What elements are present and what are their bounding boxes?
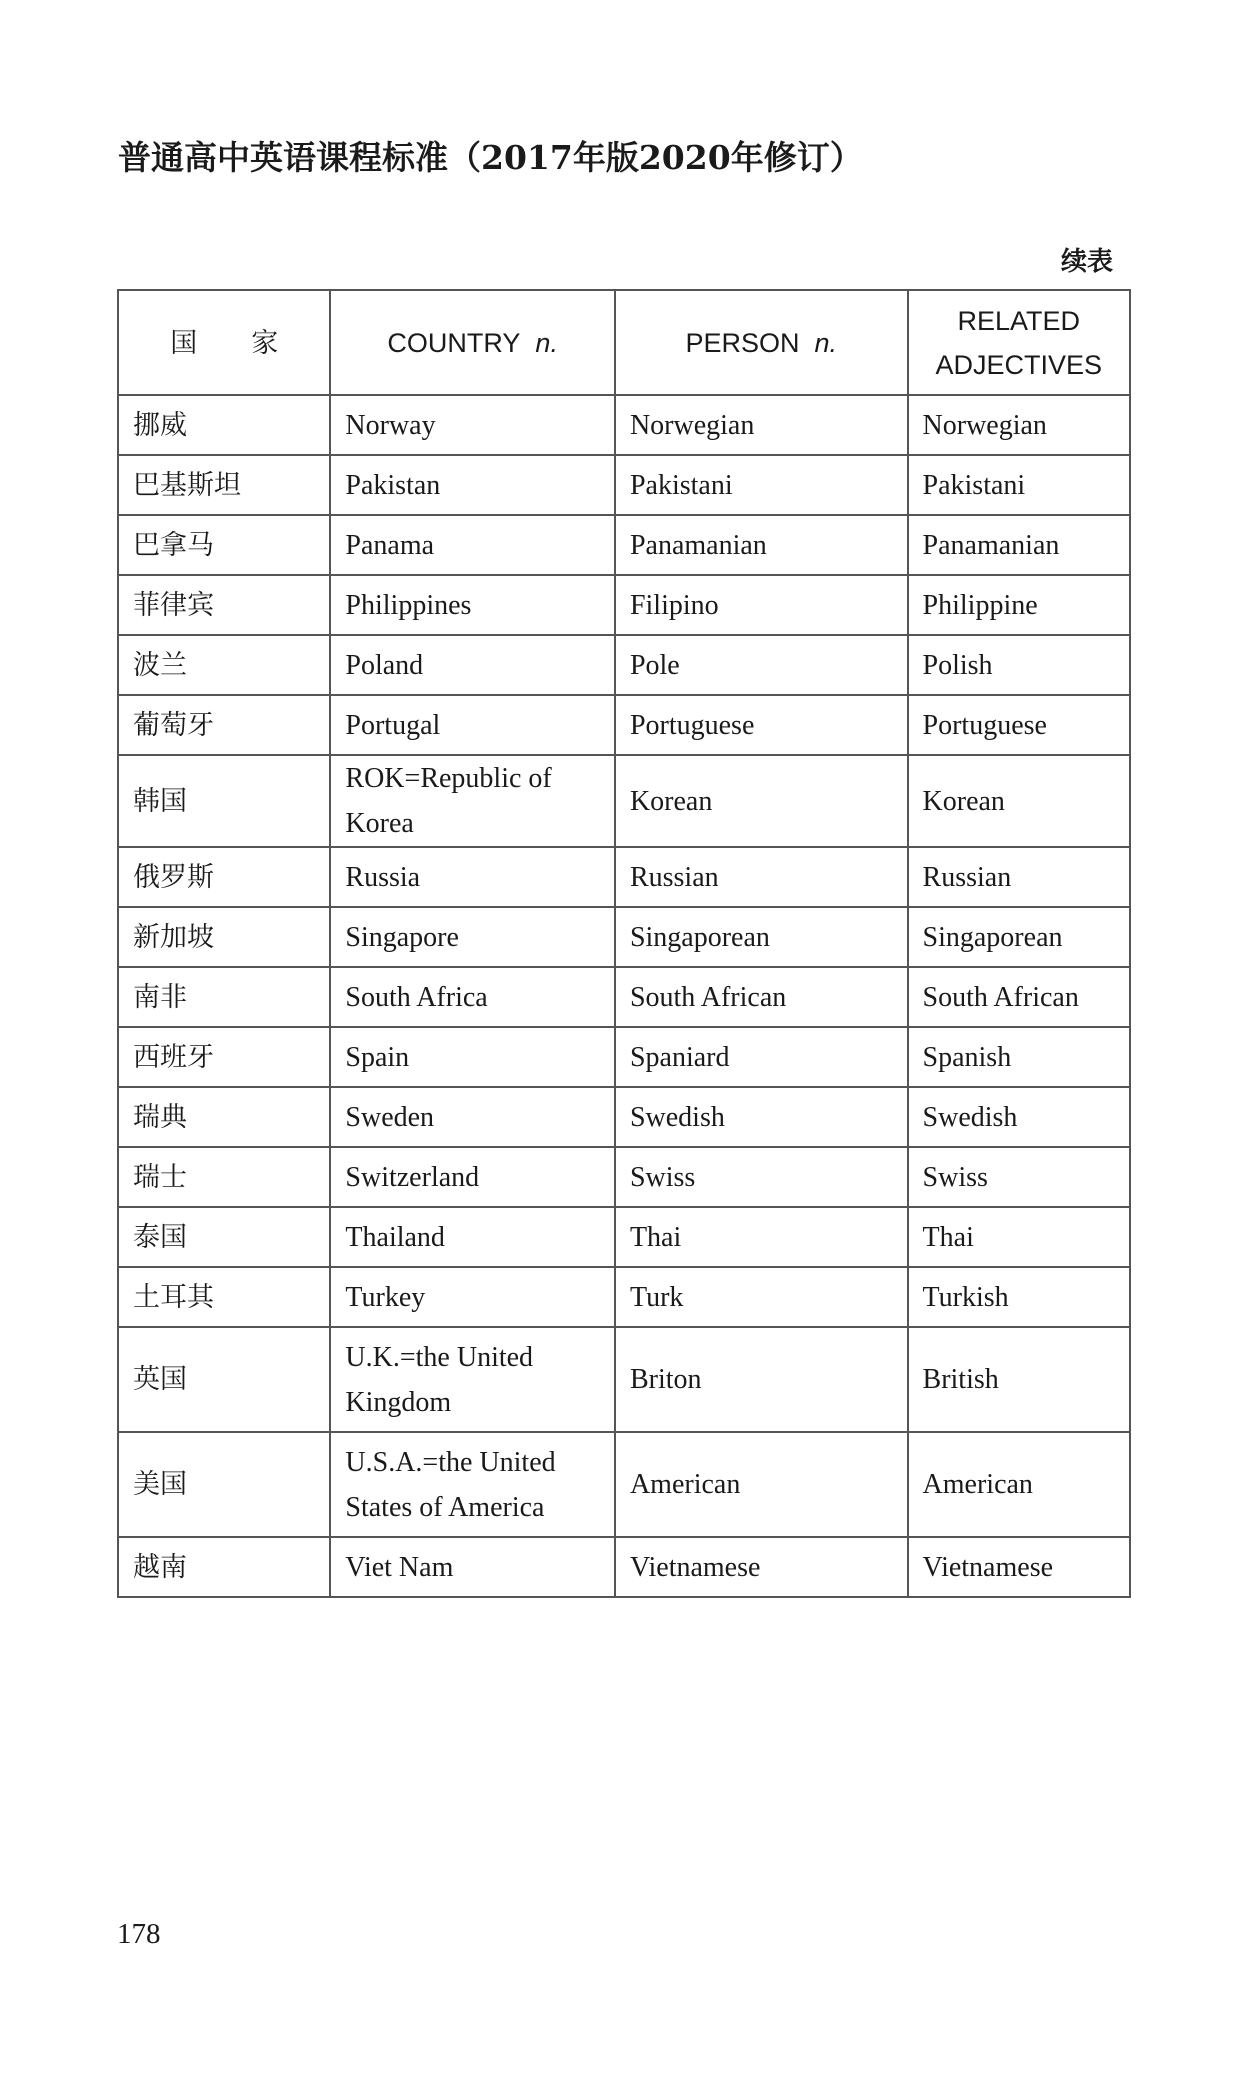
person-noun-cell xyxy=(615,847,908,907)
related-adjective-cell xyxy=(908,1327,1130,1432)
country-name-en-cell xyxy=(330,1087,615,1147)
country-nationality-table xyxy=(117,289,1131,1598)
country-name-en-cell xyxy=(330,1432,615,1537)
person-noun: Briton xyxy=(629,1364,702,1395)
related-adjective-cell xyxy=(908,907,1130,967)
related-adjective-cell xyxy=(908,455,1130,515)
person-noun: Pole xyxy=(629,649,680,681)
related-adjective: South African xyxy=(922,981,1079,1013)
table-row xyxy=(118,1207,1130,1267)
person-noun-cell xyxy=(615,1027,908,1087)
country-name-zh-cell xyxy=(118,1432,330,1537)
person-noun-cell xyxy=(615,575,908,635)
related-adjective: Portuguese xyxy=(922,709,1047,741)
country-name-zh: 南非 xyxy=(133,981,187,1013)
country-name-zh: 波兰 xyxy=(133,649,187,681)
related-adjective-cell xyxy=(908,1147,1130,1207)
person-noun: Russian xyxy=(629,861,719,893)
header-person-label: PERSON xyxy=(685,327,800,358)
country-name-zh-cell xyxy=(118,455,330,515)
related-adjective: Thai xyxy=(922,1221,974,1253)
country-name-zh: 巴拿马 xyxy=(133,529,214,561)
person-noun: Norwegian xyxy=(629,409,755,441)
table-row xyxy=(118,907,1130,967)
country-name-zh-cell xyxy=(118,695,330,755)
country-name-en-cell xyxy=(330,635,615,695)
related-adjective: Spanish xyxy=(922,1041,1012,1073)
country-name-en: Panama xyxy=(345,529,435,561)
country-name-zh-cell xyxy=(118,1027,330,1087)
header-country-zh xyxy=(118,290,330,395)
table-row xyxy=(118,515,1130,575)
country-name-en-cell xyxy=(330,1327,615,1432)
country-name-zh-cell xyxy=(118,1267,330,1327)
related-adjective-cell xyxy=(908,1207,1130,1267)
country-name-zh-cell xyxy=(118,1537,330,1597)
person-noun: American xyxy=(629,1469,741,1500)
table-row xyxy=(118,1327,1130,1432)
country-name-zh-cell xyxy=(118,1207,330,1267)
country-name-en-cell xyxy=(330,847,615,907)
related-adjective: Panamanian xyxy=(922,529,1060,561)
table-row xyxy=(118,1147,1130,1207)
country-name-zh: 西班牙 xyxy=(133,1041,214,1073)
country-name-zh-cell xyxy=(118,575,330,635)
country-name-zh: 泰国 xyxy=(133,1221,187,1253)
header-country-pos: n. xyxy=(535,327,558,358)
person-noun-cell xyxy=(615,967,908,1027)
country-name-en: Philippines xyxy=(345,589,472,621)
related-adjective: Pakistani xyxy=(922,469,1026,501)
person-noun-cell xyxy=(615,635,908,695)
related-adjective: British xyxy=(922,1364,999,1395)
country-name-zh: 巴基斯坦 xyxy=(133,469,241,501)
related-adjective: American xyxy=(922,1469,1033,1500)
header-country-label: COUNTRY xyxy=(387,327,521,358)
person-noun-cell xyxy=(615,1087,908,1147)
country-name-zh: 美国 xyxy=(133,1469,187,1500)
country-name-en: Singapore xyxy=(345,921,459,953)
person-noun: Filipino xyxy=(629,589,719,621)
table-row xyxy=(118,755,1130,847)
country-name-zh-cell xyxy=(118,1087,330,1147)
related-adjective-cell xyxy=(908,755,1130,847)
table-row xyxy=(118,635,1130,695)
country-name-en: Thailand xyxy=(345,1221,445,1253)
table-row xyxy=(118,1432,1130,1537)
person-noun: South African xyxy=(629,981,787,1013)
country-name-zh-cell xyxy=(118,907,330,967)
related-adjective-cell xyxy=(908,395,1130,455)
related-adjective: Norwegian xyxy=(922,409,1047,441)
country-name-zh-cell xyxy=(118,755,330,847)
table-row xyxy=(118,1267,1130,1327)
header-person-pos: n. xyxy=(814,327,838,358)
person-noun: Thai xyxy=(629,1221,682,1253)
person-noun-cell xyxy=(615,395,908,455)
country-name-en-cell xyxy=(330,1207,615,1267)
country-name-en-cell xyxy=(330,967,615,1027)
country-name-en-cell xyxy=(330,1147,615,1207)
related-adjective-cell xyxy=(908,1267,1130,1327)
country-name-en: U.S.A.=the United States of America xyxy=(345,1446,556,1523)
country-name-zh-cell xyxy=(118,1147,330,1207)
related-adjective-cell xyxy=(908,967,1130,1027)
table-body xyxy=(118,395,1130,1597)
table-row xyxy=(118,695,1130,755)
country-name-zh: 越南 xyxy=(133,1551,187,1583)
country-name-en: Pakistan xyxy=(345,469,441,501)
related-adjective: Singaporean xyxy=(922,921,1063,953)
table-row xyxy=(118,1087,1130,1147)
header-country-noun xyxy=(330,290,615,395)
country-name-en: South Africa xyxy=(345,981,488,1013)
country-name-zh: 韩国 xyxy=(133,785,187,817)
country-name-zh-cell xyxy=(118,635,330,695)
related-adjective: Swiss xyxy=(922,1161,988,1193)
country-name-zh: 菲律宾 xyxy=(133,589,214,621)
person-noun-cell xyxy=(615,1147,908,1207)
header-adjectives-line1: RELATED xyxy=(957,305,1081,336)
country-name-en: Switzerland xyxy=(345,1161,480,1193)
related-adjective-cell xyxy=(908,1537,1130,1597)
related-adjective-cell xyxy=(908,847,1130,907)
country-name-en-cell xyxy=(330,907,615,967)
country-name-en: Sweden xyxy=(345,1101,435,1133)
related-adjective-cell xyxy=(908,1432,1130,1537)
related-adjective-cell xyxy=(908,515,1130,575)
country-name-zh-cell xyxy=(118,1327,330,1432)
country-name-en: Turkey xyxy=(345,1281,426,1313)
table-row xyxy=(118,967,1130,1027)
table-continued-label: 续表 xyxy=(1060,247,1113,277)
country-name-en-cell xyxy=(330,575,615,635)
related-adjective: Turkish xyxy=(922,1281,1009,1313)
table-row xyxy=(118,847,1130,907)
person-noun: Portuguese xyxy=(629,709,755,741)
related-adjective: Swedish xyxy=(922,1101,1018,1133)
country-name-en: Norway xyxy=(345,409,436,441)
page-number: 178 xyxy=(117,1918,161,1950)
country-name-zh-cell xyxy=(118,847,330,907)
country-name-en-cell xyxy=(330,515,615,575)
country-name-zh-cell xyxy=(118,515,330,575)
person-noun: Panamanian xyxy=(629,529,767,561)
country-name-en-cell xyxy=(330,755,615,847)
country-name-zh: 新加坡 xyxy=(133,921,214,953)
table-row xyxy=(118,1027,1130,1087)
person-noun-cell xyxy=(615,1327,908,1432)
related-adjective-cell xyxy=(908,1087,1130,1147)
person-noun: Singaporean xyxy=(629,921,770,953)
person-noun-cell xyxy=(615,695,908,755)
header-country-zh-label: 国 家 xyxy=(170,327,279,358)
person-noun-cell xyxy=(615,755,908,847)
related-adjective-cell xyxy=(908,695,1130,755)
country-name-zh: 葡萄牙 xyxy=(133,709,214,741)
header-related-adjectives xyxy=(908,290,1130,395)
country-name-zh: 俄罗斯 xyxy=(133,861,214,893)
person-noun-cell xyxy=(615,1267,908,1327)
person-noun-cell xyxy=(615,907,908,967)
person-noun-cell xyxy=(615,455,908,515)
related-adjective-cell xyxy=(908,635,1130,695)
table-row xyxy=(118,455,1130,515)
related-adjective: Polish xyxy=(922,649,993,681)
person-noun: Spaniard xyxy=(629,1041,730,1073)
country-name-zh: 瑞典 xyxy=(133,1101,187,1133)
country-name-zh: 英国 xyxy=(133,1364,187,1395)
table-row xyxy=(118,1537,1130,1597)
person-noun: Swedish xyxy=(629,1101,725,1133)
person-noun: Vietnamese xyxy=(629,1551,761,1583)
related-adjective: Korean xyxy=(922,785,1005,817)
table-row xyxy=(118,575,1130,635)
person-noun-cell xyxy=(615,1207,908,1267)
person-noun-cell xyxy=(615,1432,908,1537)
country-name-en-cell xyxy=(330,1267,615,1327)
person-noun: Swiss xyxy=(629,1161,696,1193)
person-noun: Korean xyxy=(629,785,713,817)
related-adjective: Philippine xyxy=(922,589,1038,621)
table-header-row xyxy=(118,290,1130,395)
country-name-en-cell xyxy=(330,1027,615,1087)
country-name-en: Portugal xyxy=(345,709,441,741)
country-name-en: Spain xyxy=(345,1041,410,1073)
country-name-en-cell xyxy=(330,395,615,455)
header-adjectives-line2: ADJECTIVES xyxy=(935,349,1103,380)
country-name-zh: 土耳其 xyxy=(133,1281,214,1313)
related-adjective: Vietnamese xyxy=(922,1551,1054,1583)
person-noun: Pakistani xyxy=(629,469,733,501)
country-name-en-cell xyxy=(330,695,615,755)
person-noun-cell xyxy=(615,515,908,575)
related-adjective-cell xyxy=(908,1027,1130,1087)
person-noun-cell xyxy=(615,1537,908,1597)
header-person-noun xyxy=(615,290,908,395)
table-row xyxy=(118,395,1130,455)
country-name-en: Russia xyxy=(345,861,421,893)
country-name-en: U.K.=the United Kingdom xyxy=(345,1341,534,1418)
country-name-zh-cell xyxy=(118,967,330,1027)
country-name-zh-cell xyxy=(118,395,330,455)
country-name-en-cell xyxy=(330,455,615,515)
country-name-en: Viet Nam xyxy=(345,1551,454,1583)
country-name-en: Poland xyxy=(345,649,424,681)
country-name-en-cell xyxy=(330,1537,615,1597)
country-name-zh: 瑞士 xyxy=(133,1161,187,1193)
running-header-title: 普通高中英语课程标准（2017年版2020年修订） xyxy=(118,138,863,177)
country-name-zh: 挪威 xyxy=(133,409,187,441)
country-name-en: ROK=Republic of Korea xyxy=(345,763,552,839)
related-adjective: Russian xyxy=(922,861,1012,893)
related-adjective-cell xyxy=(908,575,1130,635)
person-noun: Turk xyxy=(629,1281,684,1313)
